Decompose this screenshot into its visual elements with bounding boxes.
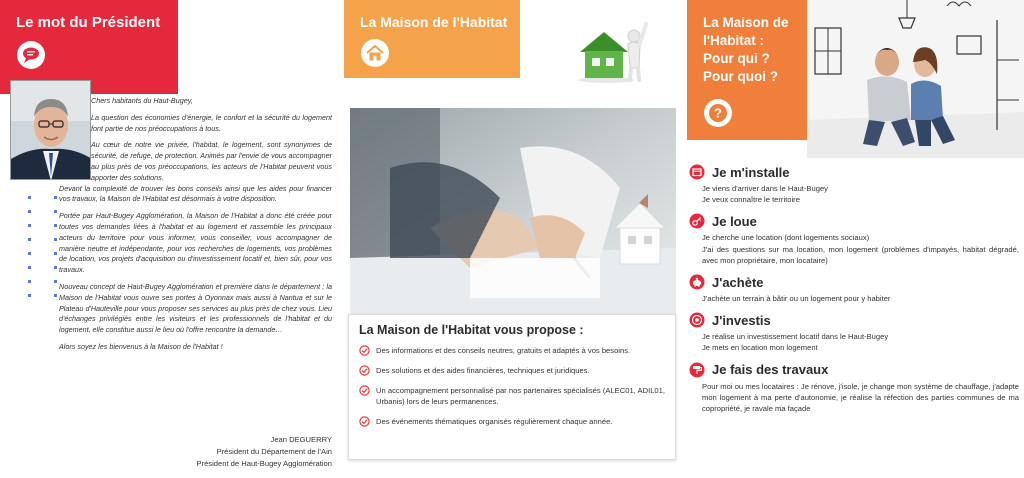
pourqui-title-line: l'Habitat : bbox=[703, 33, 764, 48]
section-je-loue bbox=[689, 213, 1019, 266]
section-label: J'achète bbox=[712, 274, 764, 290]
section-body bbox=[689, 232, 1019, 266]
section-body bbox=[689, 381, 1019, 415]
question-mark-icon bbox=[703, 98, 733, 128]
pourqui-column bbox=[683, 0, 1024, 478]
letter-paragraph: Portée par Haut-Bugey Agglomération, la Maison de l'Habitat a donc été créée pour toutes vos demandes liées à l'habitat et au logement et rassemble les principaux acteurs du territoire pour vous informer, vous conseiller, vous accompagner de manière neutre et indépendante, pour vos recherches de logements, vos problèmes de location, vos projets d'acquisition ou d'investissement locatif et, bien sûr, pour vos travaux. bbox=[59, 211, 332, 275]
section-line: Je mets en location mon logement bbox=[702, 343, 818, 353]
check-circle-icon bbox=[359, 365, 370, 376]
section-line: Pour moi ou mes locataires : Je rénove, j'isole, je change mon système de chauffage, j'adapte mon logement à ma perte d'autonomie, je réalise la réfection des parties communes de ma copropriété, je ravale ma façade bbox=[702, 381, 1019, 414]
pourqui-title bbox=[703, 14, 789, 86]
couple-illustration bbox=[807, 0, 1024, 158]
consultation-photo bbox=[350, 108, 676, 314]
section-line: Je veux connaître le territoire bbox=[702, 195, 800, 205]
paint-roller-icon bbox=[689, 362, 705, 378]
signature-role: Président du Département de l'Ain bbox=[216, 447, 332, 456]
president-column bbox=[0, 0, 340, 478]
section-label: Je loue bbox=[712, 213, 757, 229]
section-body bbox=[689, 183, 1019, 205]
section-je-minstalle bbox=[689, 164, 1019, 205]
target-icon bbox=[689, 312, 705, 328]
section-line: J'achète un terrain à bâtir ou un logement pour y habiter bbox=[702, 294, 891, 304]
section-line: Je viens d'arriver dans le Haut-Bugey bbox=[702, 184, 828, 193]
services-box bbox=[348, 314, 676, 460]
services-title: La Maison de l'Habitat vous propose : bbox=[359, 323, 584, 337]
letter-paragraph: Chers habitants du Haut-Bugey, bbox=[91, 96, 193, 105]
service-text: Des solutions et des aides financières, techniques et juridiques. bbox=[376, 366, 590, 375]
key-icon bbox=[689, 213, 705, 229]
section-line: Je réalise un investissement locatif dans le Haut-Bugey bbox=[702, 332, 889, 342]
service-text: Des informations et des conseils neutres, gratuits et adaptés à vos besoins. bbox=[376, 346, 631, 355]
letter-paragraph: Devant la complexité de trouver les bons conseils ainsi que les aides pour financer vos travaux, la Maison de l'Habitat est désormais à votre disposition. bbox=[59, 183, 332, 204]
section-header bbox=[689, 362, 1019, 378]
maison-column bbox=[340, 0, 683, 478]
pourqui-title-line: La Maison de bbox=[703, 15, 789, 30]
section-header bbox=[689, 312, 1019, 328]
check-circle-icon bbox=[359, 345, 370, 356]
letter-paragraph: Au cœur de notre vie privée, l'habitat, le logement, sont synonymes de sécurité, de refuge, de protection. Animés par l'envie de vous accompagner au plus près de vos préoccupations, les acteurs de l'Habitat peuvent vous apporter des solutions. bbox=[91, 140, 332, 182]
section-line: J'ai des questions sur ma location, mon logement (problèmes d'impayés, habitat dégradé, avec mon propriétaire, mon locataire) bbox=[702, 244, 1019, 265]
president-title: Le mot du Président bbox=[16, 14, 161, 31]
section-body bbox=[689, 331, 1019, 353]
section-header bbox=[689, 164, 1019, 180]
letter-paragraph: Alors soyez les bienvenus à la Maison de l'Habitat ! bbox=[59, 341, 223, 351]
section-header bbox=[689, 274, 1019, 290]
section-label: Je m'installe bbox=[712, 164, 790, 180]
check-circle-icon bbox=[359, 385, 370, 396]
section-label: Je fais des travaux bbox=[712, 362, 829, 378]
check-circle-icon bbox=[359, 416, 370, 427]
section-header bbox=[689, 213, 1019, 229]
audience-sections bbox=[689, 164, 1019, 422]
service-text: Un accompagnement personnalisé par nos partenaires spécialisés (ALEC01, ADIL01, Urbanis) lors de leurs permanences. bbox=[376, 386, 665, 406]
svg-text:?: ? bbox=[714, 105, 722, 121]
section-line: Je cherche une location (dont logements sociaux) bbox=[702, 233, 870, 243]
maison-header bbox=[344, 0, 520, 78]
letter-paragraph: La question des économies d'énergie, le confort et la sécurité du logement font partie de nos préoccupations à tous. bbox=[91, 112, 332, 133]
service-item bbox=[359, 385, 665, 407]
letter-paragraph: Nouveau concept de Haut-Bugey Agglomération et première dans le département ; la Maison de l'Habitat vous ouvre ses portes à Oyonnax mais aussi à Nantua et sur le Plateau d'Hauteville pour vous proposer ses services au plus près de chez vous. Lieu d'échanges privilégiés entre les visiteurs et les professionnels de l'habitat et du logement, elle constitue aussi le lieu où l'offre rencontre la demande… bbox=[59, 281, 332, 335]
service-item bbox=[359, 365, 665, 376]
section-label: J'investis bbox=[712, 312, 771, 328]
signature-role: Président de Haut-Bugey Agglomération bbox=[196, 459, 332, 468]
president-letter bbox=[59, 96, 332, 359]
maison-title: La Maison de l'Habitat bbox=[360, 14, 508, 30]
section-jachete bbox=[689, 274, 1019, 304]
pourqui-header bbox=[687, 0, 823, 140]
pourqui-title-line: Pour qui ? bbox=[703, 51, 770, 66]
piggy-bank-icon bbox=[689, 274, 705, 290]
speech-bubble-icon bbox=[16, 40, 46, 70]
section-jinvestis bbox=[689, 312, 1019, 353]
green-house-figure-icon bbox=[576, 18, 650, 84]
service-item bbox=[359, 416, 665, 427]
pourqui-title-line: Pour quoi ? bbox=[703, 69, 778, 84]
section-je-fais-des-travaux bbox=[689, 362, 1019, 415]
house-icon bbox=[360, 38, 390, 68]
moving-box-icon bbox=[689, 164, 705, 180]
signature-name: Jean DEGUERRY bbox=[270, 435, 332, 444]
service-text: Des événements thématiques organisés régulièrement chaque année. bbox=[376, 417, 613, 426]
president-portrait bbox=[10, 80, 91, 180]
signature-block bbox=[196, 434, 332, 470]
service-item bbox=[359, 345, 665, 356]
section-body bbox=[689, 293, 1019, 304]
